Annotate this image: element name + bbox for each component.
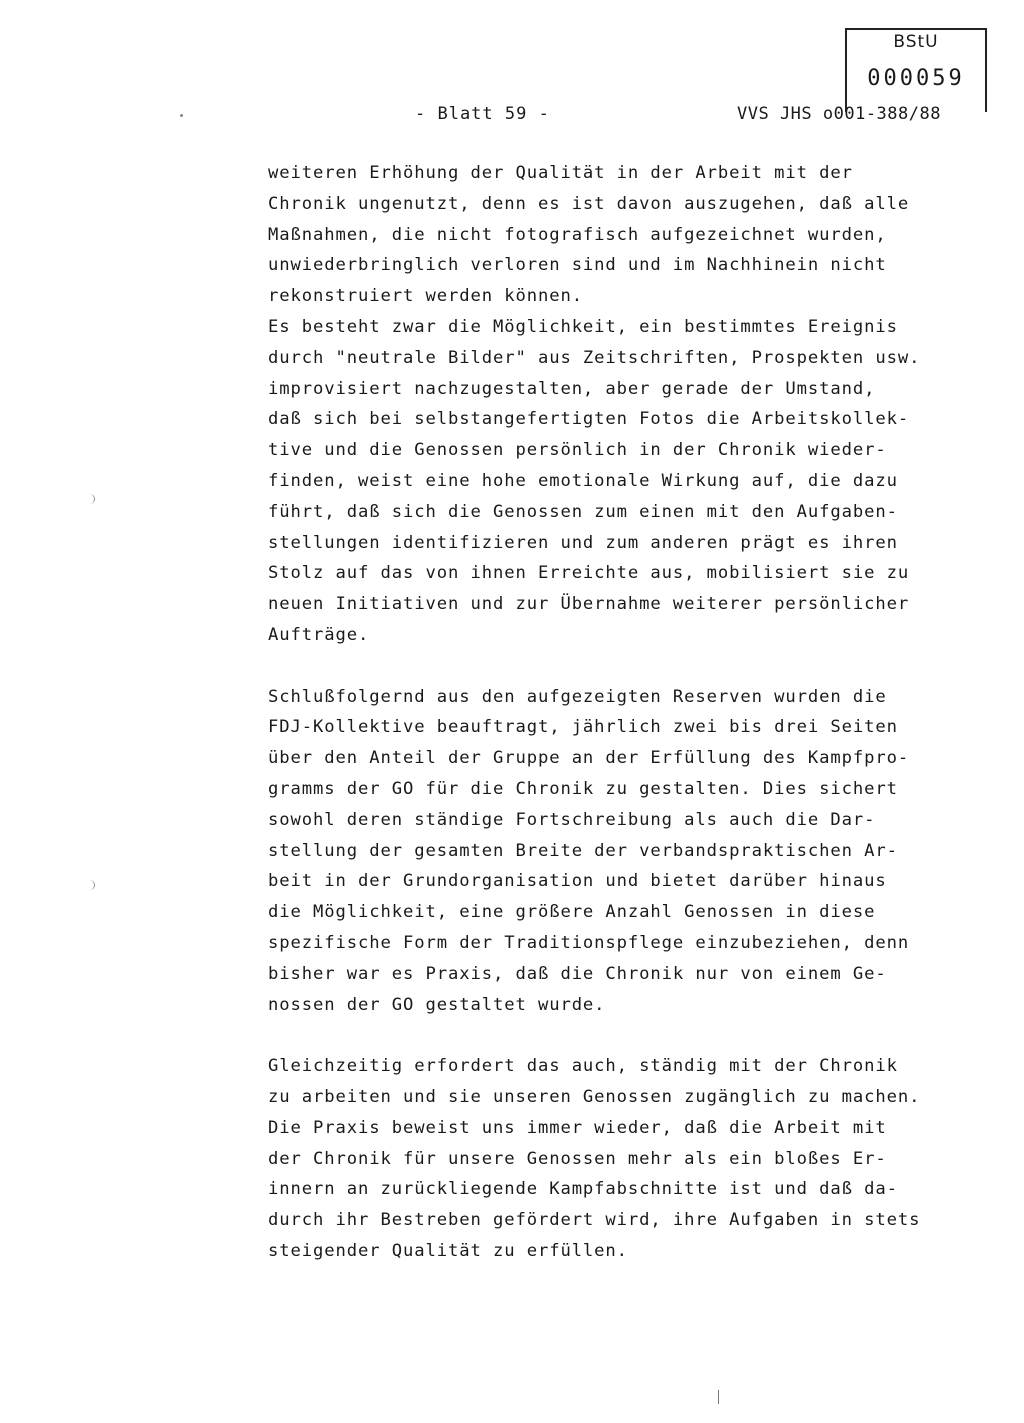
- paragraph: [268, 682, 988, 1021]
- text-line: stellung der gesamten Breite der verbandspraktischen Ar-: [268, 840, 898, 861]
- text-line: nossen der GO gestaltet wurde.: [268, 994, 606, 1015]
- text-line: zu arbeiten und sie unseren Genossen zugänglich zu machen.: [268, 1086, 921, 1107]
- paragraph: [268, 158, 988, 651]
- margin-mark: [90, 494, 95, 504]
- text-line: unwiederbringlich verloren sind und im Nachhinein nicht: [268, 255, 887, 276]
- text-line: finden, weist eine hohe emotionale Wirkung auf, die dazu: [268, 470, 898, 491]
- text-line: innern an zurückliegende Kampfabschnitte ist und daß da-: [268, 1179, 898, 1200]
- text-line: stellungen identifizieren und zum anderen prägt es ihren: [268, 532, 898, 553]
- margin-mark: [90, 880, 95, 890]
- text-line: durch "neutrale Bilder" aus Zeitschriften, Prospekten usw.: [268, 347, 921, 368]
- text-line: Stolz auf das von ihnen Erreichte aus, mobilisiert sie zu: [268, 563, 910, 584]
- text-line: Es besteht zwar die Möglichkeit, ein bestimmtes Ereignis: [268, 316, 898, 337]
- page-mark: [718, 1390, 719, 1404]
- text-line: steigender Qualität zu erfüllen.: [268, 1240, 628, 1261]
- text-line: Schlußfolgernd aus den aufgezeigten Reserven wurden die: [268, 686, 887, 707]
- text-line: daß sich bei selbstangefertigten Fotos die Arbeitskollek-: [268, 409, 910, 430]
- text-line: rekonstruiert werden können.: [268, 286, 583, 307]
- page-header: [0, 100, 1024, 128]
- text-line: spezifische Form der Traditionspflege einzubeziehen, denn: [268, 932, 910, 953]
- text-line: Chronik ungenutzt, denn es ist davon auszugehen, daß alle: [268, 193, 910, 214]
- stamp-number: 000059: [867, 66, 965, 91]
- text-line: durch ihr Bestreben gefördert wird, ihre Aufgaben in stets: [268, 1210, 921, 1231]
- text-line: führt, daß sich die Genossen zum einen mit den Aufgaben-: [268, 501, 898, 522]
- text-line: sowohl deren ständige Fortschreibung als auch die Dar-: [268, 809, 876, 830]
- document-reference: VVS JHS o001-388/88: [737, 104, 941, 124]
- stamp-label: BStU: [893, 32, 939, 52]
- text-line: FDJ-Kollektive beauftragt, jährlich zwei bis drei Seiten: [268, 717, 898, 738]
- text-line: Aufträge.: [268, 624, 370, 645]
- text-line: Gleichzeitig erfordert das auch, ständig mit der Chronik: [268, 1056, 898, 1077]
- text-line: beit in der Grundorganisation und bietet darüber hinaus: [268, 871, 887, 892]
- text-line: gramms der GO für die Chronik zu gestalten. Dies sichert: [268, 778, 898, 799]
- text-line: der Chronik für unsere Genossen mehr als ein bloßes Er-: [268, 1148, 887, 1169]
- text-line: über den Anteil der Gruppe an der Erfüllung des Kampfpro-: [268, 748, 910, 769]
- text-line: Maßnahmen, die nicht fotografisch aufgezeichnet wurden,: [268, 224, 887, 245]
- text-line: weiteren Erhöhung der Qualität in der Arbeit mit der: [268, 163, 853, 183]
- page-label: - Blatt 59 -: [415, 104, 550, 124]
- text-line: Die Praxis beweist uns immer wieder, daß die Arbeit mit: [268, 1117, 887, 1138]
- document-body: [268, 158, 988, 1267]
- margin-dot: [180, 114, 183, 117]
- paragraph: [268, 1051, 988, 1267]
- text-line: improvisiert nachzugestalten, aber gerade der Umstand,: [268, 378, 876, 399]
- text-line: die Möglichkeit, eine größere Anzahl Genossen in diese: [268, 902, 876, 923]
- paragraph-gap: [268, 651, 988, 682]
- paragraph-gap: [268, 1020, 988, 1051]
- text-line: bisher war es Praxis, daß die Chronik nur von einem Ge-: [268, 963, 887, 984]
- text-line: tive und die Genossen persönlich in der Chronik wieder-: [268, 440, 887, 461]
- text-line: neuen Initiativen und zur Übernahme weiterer persönlicher: [268, 594, 910, 615]
